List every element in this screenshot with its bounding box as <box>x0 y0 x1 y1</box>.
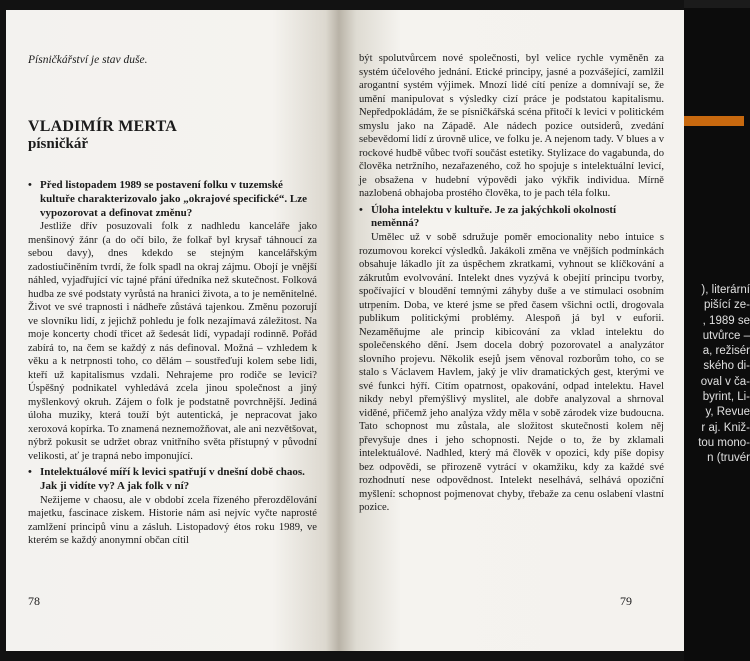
question-2 <box>28 466 317 494</box>
bullet-icon: • <box>28 179 32 191</box>
right-page <box>339 10 684 651</box>
edge-line: oval v ča- <box>700 375 750 388</box>
edge-line: , 1989 se <box>702 314 750 327</box>
author-role: písničkář <box>28 136 89 152</box>
answer-2: Nežijeme v chaosu, ale v období zcela řízeného přerozdělování majetku, fascinace ziskem. Historie nám asi nejvíc vyčte naprosté zamlžení principů vinu a zásluh. Listopadový étos roku 1989, ve kterém se každý anonymní občan cítil <box>28 494 317 547</box>
page-number-left: 78 <box>28 594 40 608</box>
book-edge-top <box>684 0 750 8</box>
answer-2-continued: být spolutvůrcem nové společnosti, byl velice rychle vyměněn za systém účelového jednání. Etické principy, jasné a pozvášející, zamlžil arogantní systém výjimek. Mnozí lidé cítí peníze a domnívají se, že umění manipulovat s výsledky cizí práce je podstatou kapitalismu. Nepředpokládám, že se písničkářská scéna přitočí k levici v politickém smyslu jako na Západě. Ale nádech pozice outsiderů, zvedání sebevědomí lidí z úrovně ulice, ve folku je. A nejenom tady. V blues a v rockové hudbě vůbec tvoří součást estetiky. Stylizace do vagabunda, do člověka netržního, nezařazeného, což ho spojuje s intelektuální levicí, je obsažena v hudební výpovědi jako výkřik individua. Mírně nazlobená obhajoba prostého člověka, to je pach téla folku. <box>359 53 664 199</box>
running-head: Písničkářství je stav duše. <box>28 54 148 66</box>
question-3-text: Úloha intelektu v kultuře. Je za jakýchkoli okolností neměnná? <box>371 203 617 230</box>
adjacent-book <box>684 0 750 661</box>
left-page <box>6 10 339 651</box>
adjacent-book-text <box>686 283 750 467</box>
question-1 <box>28 179 317 220</box>
edge-line: pišící ze- <box>703 299 750 312</box>
edge-line: r aj. Kniž- <box>701 421 750 434</box>
edge-line: a, režisér <box>702 345 750 358</box>
question-1-text: Před listopadem 1989 se postavení folku v tuzemské kultuře charakterizovalo jako „okrajové specifické“. Lze vypozorovat a definovat změnu? <box>40 179 308 219</box>
page-number-right: 79 <box>620 594 632 608</box>
edge-line: y, Revue <box>705 406 750 419</box>
question-3 <box>359 204 664 232</box>
bullet-icon: • <box>28 466 32 479</box>
answer-3: Umělec už v sobě sdružuje poměr emocionality nebo intuice s rozumovou korekcí výsledků. Jakákoli změna ve vnějších podmínkách obsahuje lákadlo jít za úspěchem zkratkami, vyhnout se klíčkování a zákrutům evolvování. Intelekt dnes vyzývá k obejití principu tvorby, spočívající v bloudění temnými záhyby duše a ve stimulaci osobním utrpením. Doba, ve které jsme se před časem všichni octli, drogovala publikum politickými problémy. Alespoň já byl v euforii. Nezaměňujme ale princip kibicování za vklad intelektu do společenského dění. Jsem docela dobrý pozorovatel a analyzátor slovního projevu. Několik esejů jsem věnoval rozborům toho, co se stalo s Václavem Havlem, jaký je vliv dramatických gest, kterými ve své funkci hýří. Cítím opatrnost, opakování, odpad intelektu. Havel nikdy nebyl přemýšlivý myslitel, ale dobře analyzoval a shrnoval viděné, přičemž jeho analýza vždy měla v sobě zárodek vize budoucna. Tato schopnost mu zůstala, ale složitost skutečnosti kolem něj převyšuje dnes i jeho schopnosti. Nejde o to, že by zklamali intelektuálové. Nadhled, který má člověk v opozici, kdy píše dopisy bez odpovědi, se přirozeně vytrácí v okamžiku, kdy za každé své rozhodnutí nese odpovědnost. Intelekt neselhává, selhává opoziční myšlení: schopnost pojmenovat chyby, třebaže za cenu oslabení vlastní pozice. <box>359 232 664 514</box>
edge-line: ), literární <box>701 284 750 296</box>
author-name: VLADIMÍR MERTA <box>28 118 178 135</box>
question-2-text: Intelektuálové míří k levici spatřují v dnešní době chaos. Jak ji vidíte vy? A jak folk v ní? <box>40 466 305 493</box>
edge-line: tou mono- <box>698 436 750 449</box>
edge-line: utvůrce – <box>702 329 750 342</box>
answer-1: Jestliže dřív posuzovali folk z nadhledu kanceláře jako menšinový žánr (a do očí bilo, že folkař byl krysař táhnoucí za sebou davy), dnes kdekdo se stejným kancelářským zadostiučiněním tvrdí, že folk spadl na okraj zájmu. Obojí je vnější náhled, vyjadřující víc tajné přání úředníka než skutečnost. Folková hudba ze své podstaty vyrůstá na hranici života, a to je neměnitelné. Život ve své trapnosti i nádheře zůstává tajenkou. Změnu pozorují ve slovníku lidí, z jejichž pohledu je folk nezajímavá záležitost. Na moje koncerty chodí třicet až šedesát lidí, vypadají rodinně. Pořád zabírá to, na čem se každý z nás definoval. Možná – vzhledem k věku a k netrpnosti toho, co dělám – soustřeďuji kolem sebe lidi, kteří už kapitalismus vzdali. Nehrajeme pro rodiče se levici? Úspěšný podnikatel vyhledává zcela jinou společnost a jiný myšlenkový okruh. Zájem o folk je podstatně povrchnější. Jediná úloha muziky, která touží být autentická, je nepracovat jako xeroxová kopírka. To znamená neznemožňovat, ale ani nezvětšovat, nýbrž pokusit se udržet obraz vnitřního světa přístupný v původní velikosti, ať je trapná nebo imponující. <box>28 221 317 462</box>
bullet-icon: • <box>359 203 363 216</box>
orange-stripe <box>684 116 744 126</box>
edge-line: n (truvér <box>707 452 750 465</box>
edge-line: byrint, Li- <box>702 391 750 404</box>
edge-line: ského di- <box>703 360 750 373</box>
